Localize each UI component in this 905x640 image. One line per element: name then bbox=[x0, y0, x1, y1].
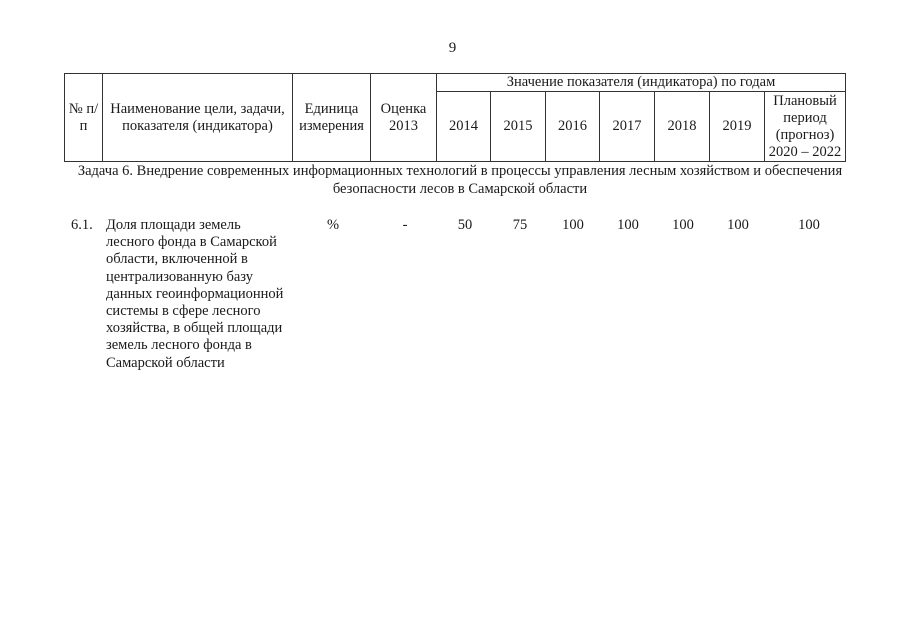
header-num: № п/п bbox=[65, 74, 103, 162]
header-year: 2017 bbox=[600, 92, 655, 162]
header-year: 2015 bbox=[491, 92, 546, 162]
row-planned: 100 bbox=[798, 217, 820, 233]
row-value: 100 bbox=[672, 217, 694, 233]
header-name: Наименование цели, задачи, показателя (индикатора) bbox=[103, 74, 293, 162]
header-estimate: Оценка 2013 bbox=[371, 74, 437, 162]
row-value: 100 bbox=[617, 217, 639, 233]
row-estimate: - bbox=[402, 217, 408, 233]
task-title: Задача 6. Внедрение современных информационных технологий в процессы управления лесным хозяйством и обеспечения безопасности лесов в Самарской области bbox=[77, 163, 843, 197]
page-number: 9 bbox=[448, 40, 457, 56]
row-value: 100 bbox=[562, 217, 584, 233]
row-value: 75 bbox=[512, 217, 528, 233]
header-year: 2014 bbox=[437, 92, 491, 162]
header-years-group: Значение показателя (индикатора) по годам bbox=[437, 74, 846, 92]
row-num: 6.1. bbox=[71, 217, 93, 233]
header-unit: Единица измерения bbox=[293, 74, 371, 162]
indicator-table-header bbox=[64, 73, 846, 162]
header-year: 2016 bbox=[546, 92, 600, 162]
header-year: 2018 bbox=[655, 92, 710, 162]
row-unit: % bbox=[326, 217, 340, 233]
header-planned: Плановый период (прогноз) 2020 – 2022 bbox=[765, 92, 846, 162]
row-value: 50 bbox=[457, 217, 473, 233]
row-value: 100 bbox=[727, 217, 749, 233]
row-name: Доля площади земель лесного фонда в Самарской области, включенной в централизованную базу данных геоинформационной системы в сфере лесного хозяйства, в общей площади земель лесного фонда в Самарской области bbox=[106, 217, 284, 371]
header-year: 2019 bbox=[710, 92, 765, 162]
